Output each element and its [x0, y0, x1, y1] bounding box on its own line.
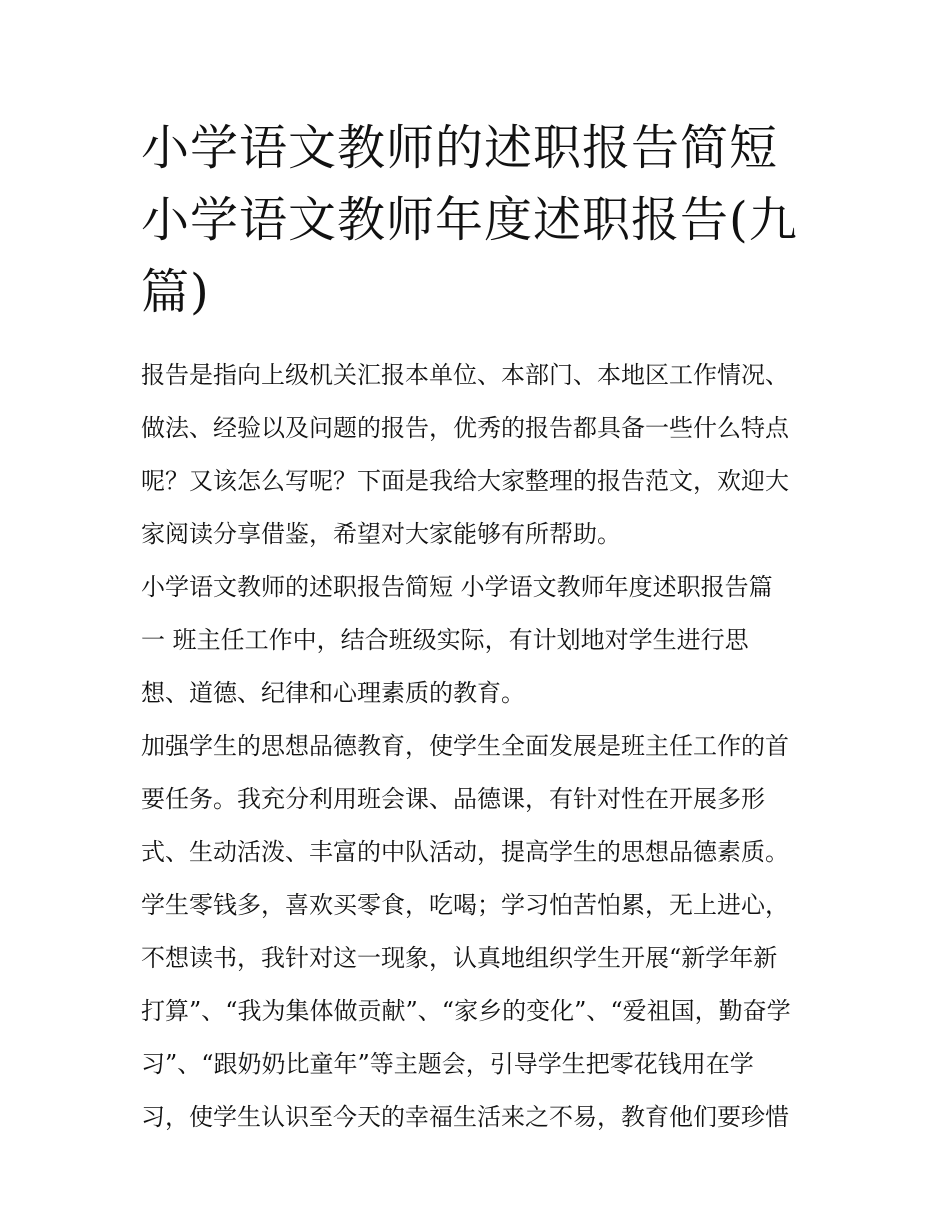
title-line: 小学语文教师年度述职报告(九	[141, 192, 798, 248]
document-title	[141, 112, 821, 328]
body-line: 家阅读分享借鉴，希望对大家能够有所帮助。	[141, 520, 621, 548]
title-line: 小学语文教师的述职报告简短	[141, 120, 779, 176]
body-line: 式、生动活泼、丰富的中队活动，提高学生的思想品德素质。	[141, 838, 789, 866]
body-line: 加强学生的思想品德教育，使学生全面发展是班主任工作的首	[141, 732, 789, 760]
body-line: 做法、经验以及问题的报告，优秀的报告都具备一些什么特点	[141, 414, 789, 442]
body-line: 一 班主任工作中，结合班级实际，有计划地对学生进行思	[141, 626, 749, 654]
body-line: 要任务。我充分利用班会课、品德课，有针对性在开展多形	[141, 785, 765, 813]
document-body	[141, 357, 831, 1152]
title-line: 篇)	[141, 264, 210, 320]
body-line: 想、道德、纪律和心理素质的教育。	[141, 679, 525, 707]
body-line: 呢？又该怎么写呢？下面是我给大家整理的报告范文，欢迎大	[141, 467, 789, 495]
body-line: 不想读书，我针对这一现象，认真地组织学生开展“新学年新	[141, 944, 778, 972]
body-line: 习”、“跟奶奶比童年”等主题会，引导学生把零花钱用在学	[141, 1050, 754, 1078]
body-line: 打算”、“我为集体做贡献”、“家乡的变化”、“爱祖国，勤奋学	[141, 997, 791, 1025]
body-line: 学生零钱多，喜欢买零食，吃喝；学习怕苦怕累，无上进心，	[141, 891, 789, 919]
body-line: 习，使学生认识至今天的幸福生活来之不易，教育他们要珍惜	[141, 1103, 789, 1131]
body-line: 报告是指向上级机关汇报本单位、本部门、本地区工作情况、	[141, 361, 789, 389]
body-line: 小学语文教师的述职报告简短 小学语文教师年度述职报告篇	[141, 573, 773, 601]
